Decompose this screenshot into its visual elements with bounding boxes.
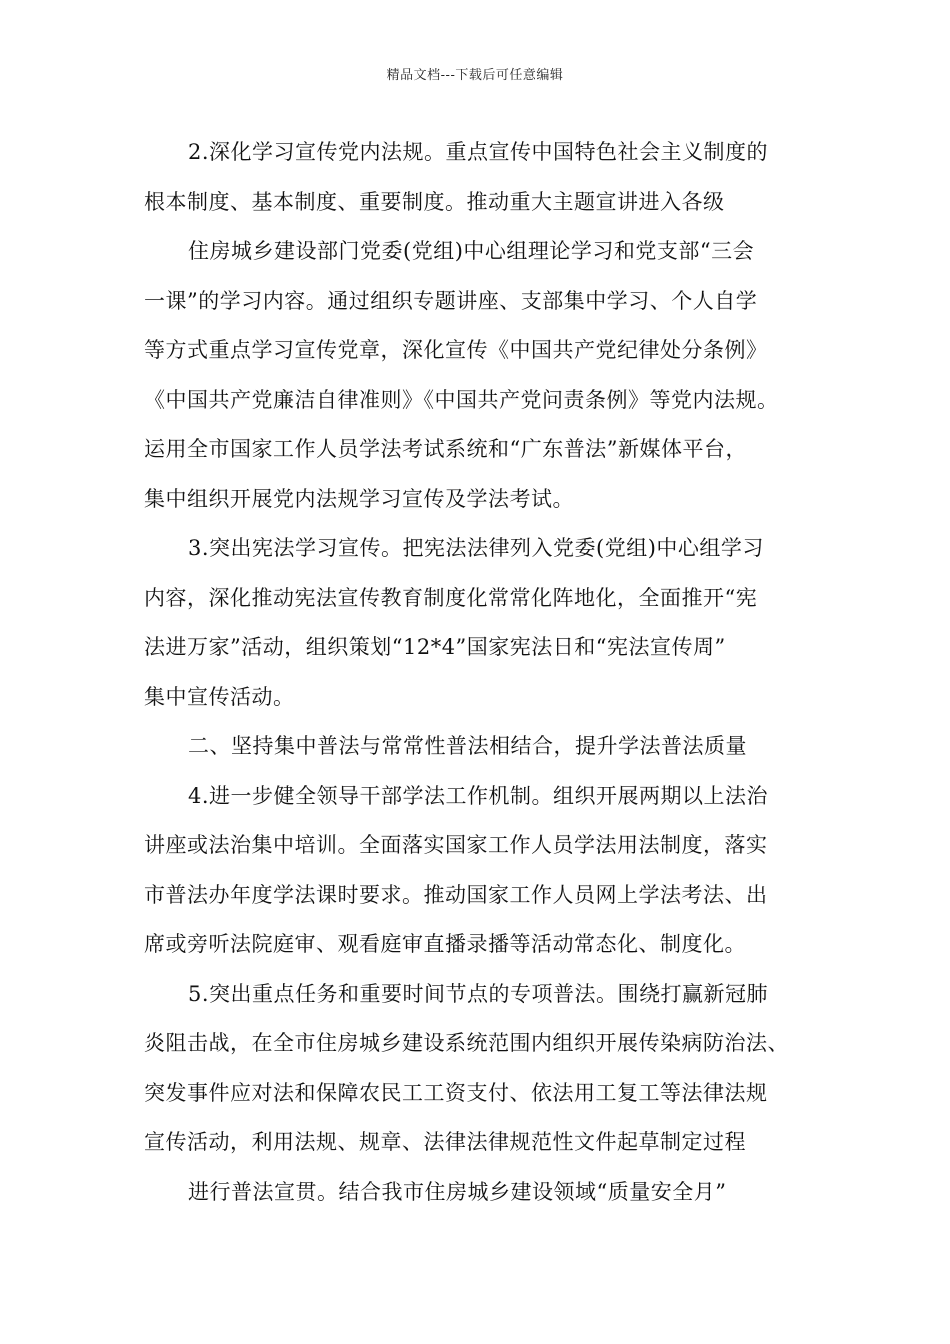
text-line: 3.突出宪法学习宣传。把宪法法律列入党委(党组)中心组学习 xyxy=(188,536,764,560)
text-line: 等方式重点学习宣传党章，深化宣传《中国共产党纪律处分条例》 xyxy=(144,338,768,362)
page-header: 精品文档---下载后可任意编辑 xyxy=(386,68,564,83)
text-line: 2.深化学习宣传党内法规。重点宣传中国特色社会主义制度的 xyxy=(188,140,769,164)
text-line: 进行普法宣贯。结合我市住房城乡建设领域“质量安全月” xyxy=(188,1179,727,1204)
text-line: 突发事件应对法和保障农民工工资支付、依法用工复工等法律法规 xyxy=(144,1080,768,1105)
text-line: 集中组织开展党内法规学习宣传及学法考试。 xyxy=(144,486,574,511)
text-line: 4.进一步健全领导干部学法工作机制。组织开展两期以上法治 xyxy=(188,783,769,808)
text-line: 市普法办年度学法课时要求。推动国家工作人员网上学法考法、出 xyxy=(144,882,768,907)
text-line: 宣传活动，利用法规、规章、法律法律规范性文件起草制定过程 xyxy=(144,1130,746,1154)
text-line: 集中宣传活动。 xyxy=(144,684,295,709)
text-line: 《中国共产党廉洁自律准则》《中国共产党问责条例》等党内法规。 xyxy=(144,387,779,412)
text-line: 法进万家”活动，组织策划“12*4”国家宪法日和“宪法宣传周” xyxy=(144,635,726,659)
text-line: 席或旁听法院庭审、观看庭审直播录播等活动常态化、制度化。 xyxy=(144,932,746,956)
text-line: 运用全市国家工作人员学法考试系统和“广东普法”新媒体平台， xyxy=(144,437,747,461)
text-line: 根本制度、基本制度、重要制度。推动重大主题宣讲进入各级 xyxy=(144,189,725,214)
text-line: 内容，深化推动宪法宣传教育制度化常常化阵地化，全面推开“宪 xyxy=(144,585,758,610)
text-line: 讲座或法治集中培训。全面落实国家工作人员学法用法制度，落实 xyxy=(144,833,768,857)
text-line: 5.突出重点任务和重要时间节点的专项普法。围绕打赢新冠肺 xyxy=(188,981,769,1006)
text-line: 一课”的学习内容。通过组织专题讲座、支部集中学习、个人自学 xyxy=(144,288,758,313)
text-line: 炎阻击战，在全市住房城乡建设系统范围内组织开展传染病防治法、 xyxy=(144,1031,789,1055)
text-line: 二、坚持集中普法与常常性普法相结合，提升学法普法质量 xyxy=(188,734,747,758)
document-body xyxy=(144,128,814,1217)
text-line: 住房城乡建设部门党委(党组)中心组理论学习和党支部“三会 xyxy=(188,239,755,263)
